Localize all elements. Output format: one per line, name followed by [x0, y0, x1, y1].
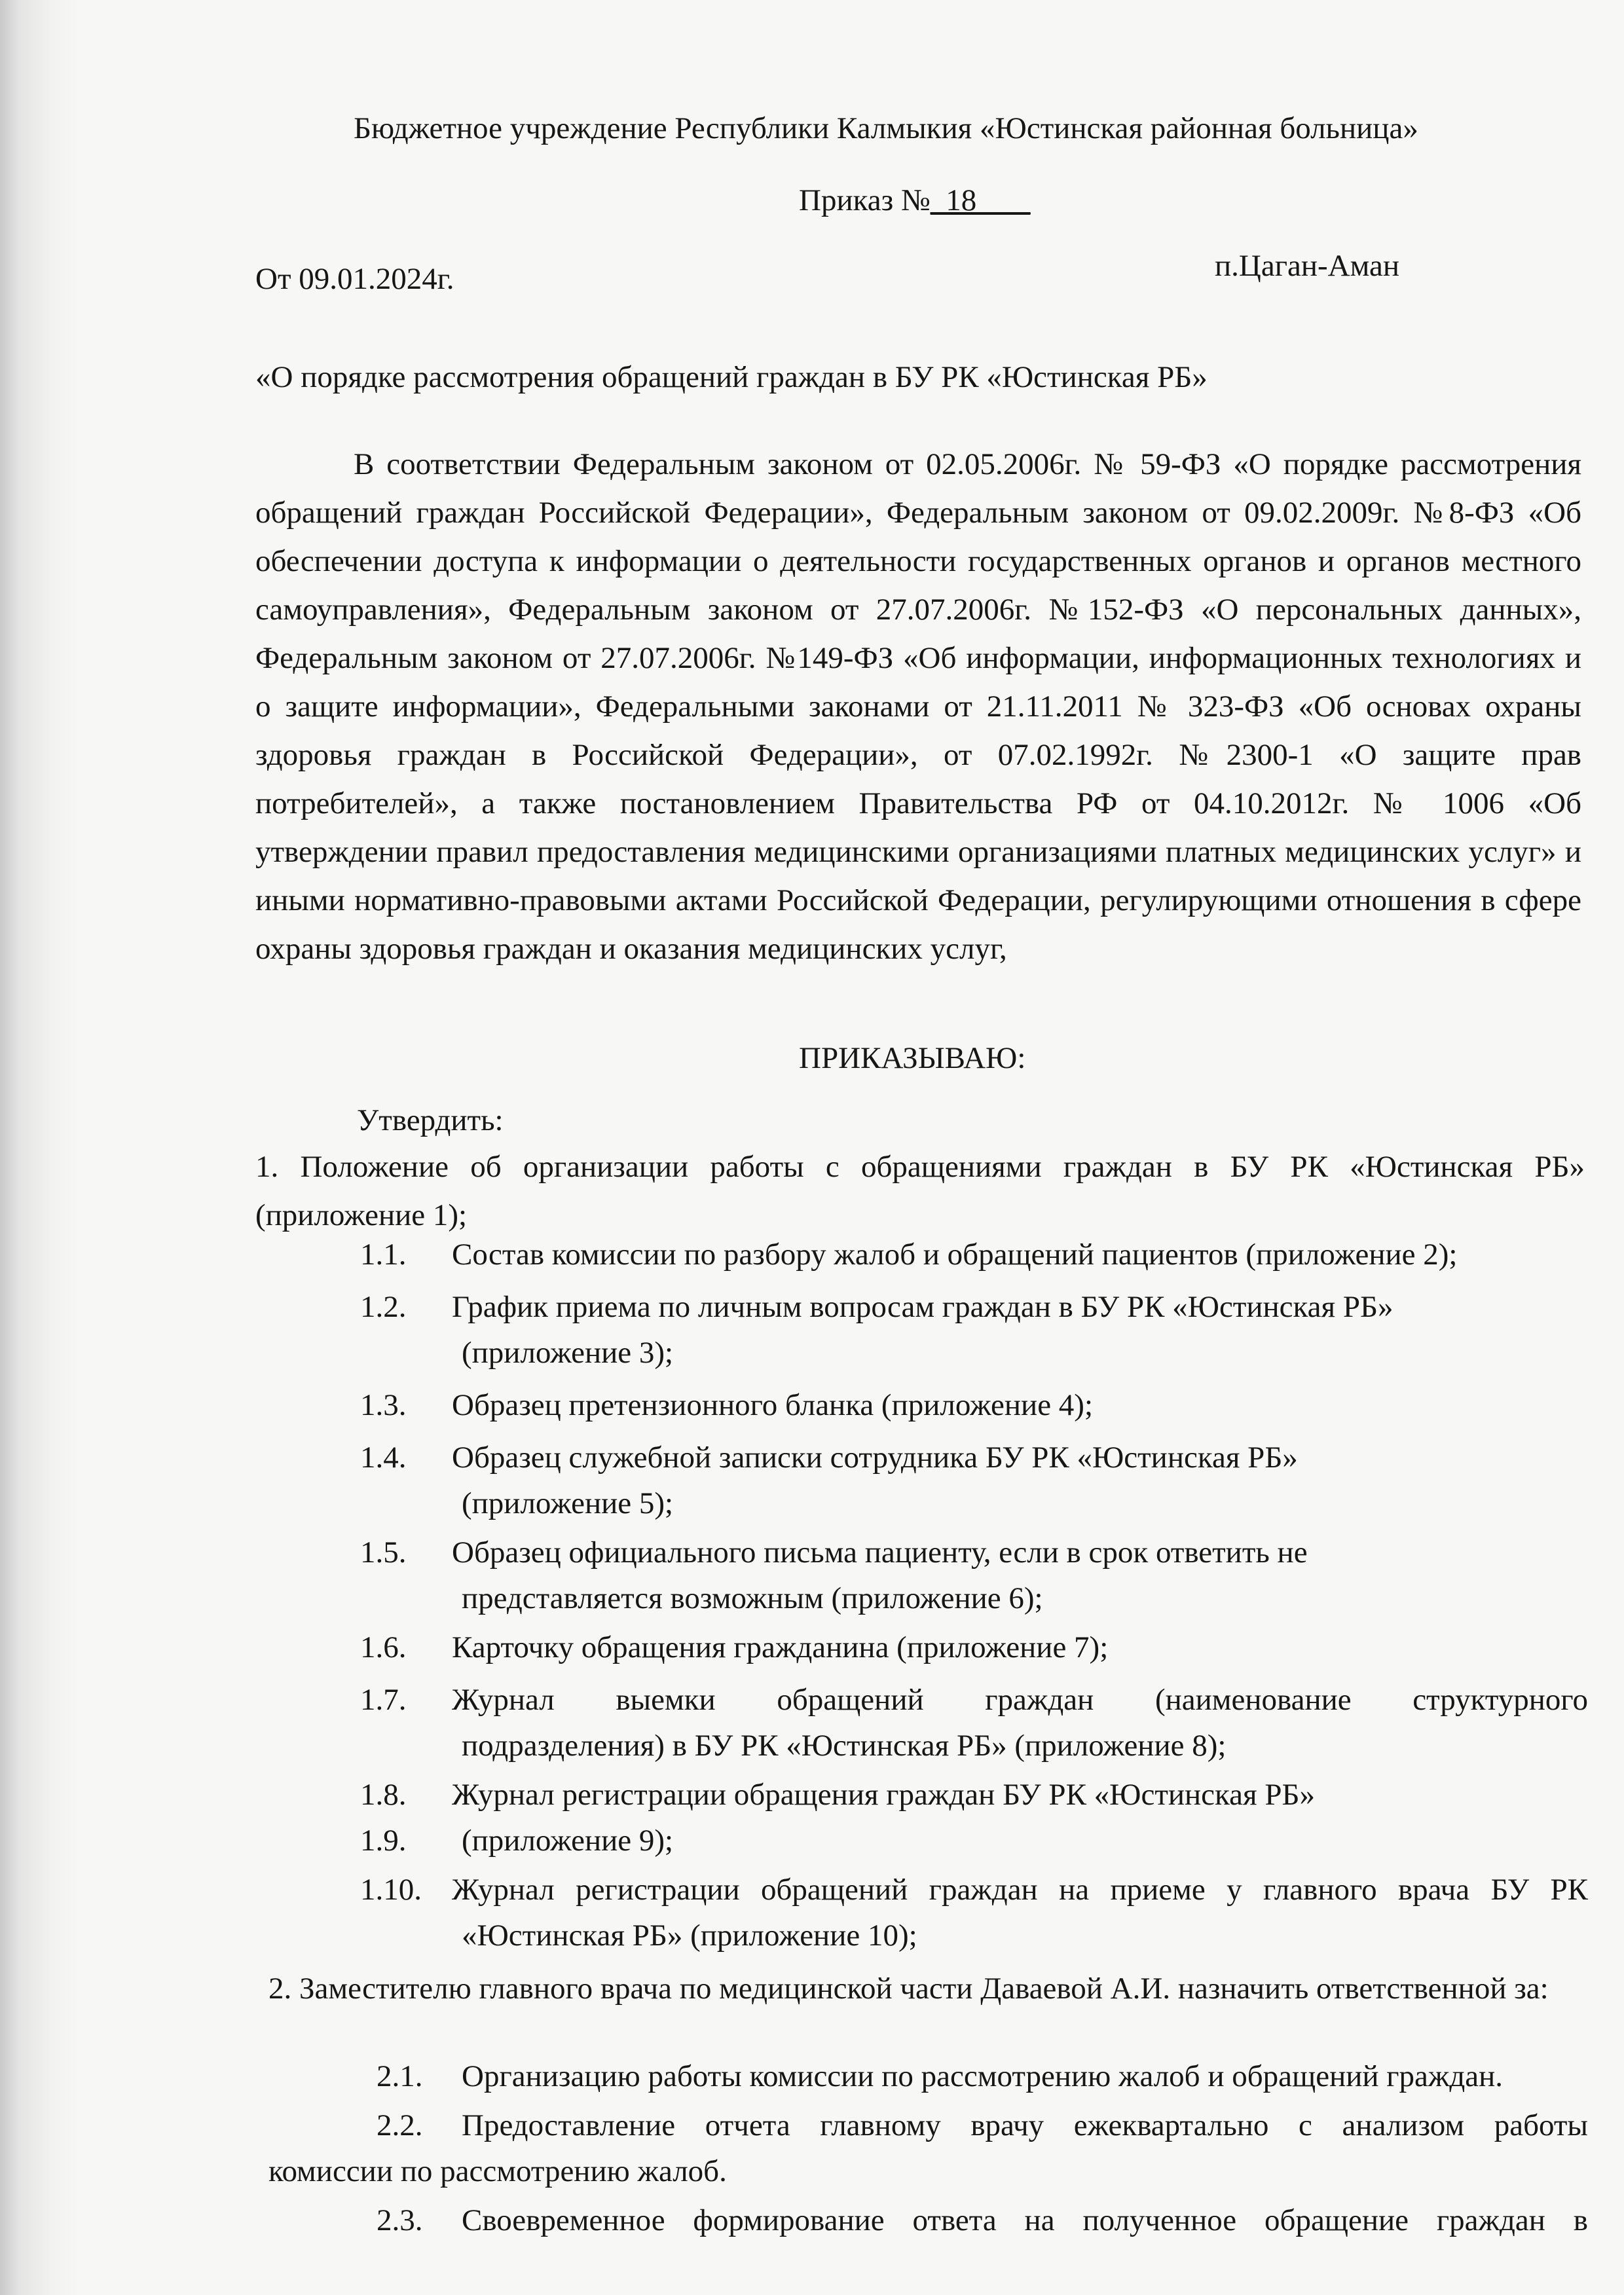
item-text: Журнал регистрации обращения граждан БУ РК «Юстинская РБ» [452, 1778, 1316, 1812]
item-text: Образец официального письма пациенту, если в срок ответить не [452, 1535, 1308, 1570]
item-number: 1.5. [360, 1535, 407, 1570]
item-text: подразделения) в БУ РК «Юстинская РБ» (приложение 8); [462, 1729, 1227, 1763]
order-title: «О порядке рассмотрения обращений граждан в БУ РК «Юстинская РБ» [255, 360, 1208, 394]
item-number: 1.1. [360, 1238, 407, 1272]
order-number: _18_ __ [930, 183, 1031, 217]
item-number: 2.3. [377, 2203, 423, 2237]
item-2: 2. Заместителю главного врача по медицинской части Даваевой А.И. назначить ответственной за: [268, 1972, 1549, 2006]
item-number: 1.6. [360, 1630, 407, 1664]
item-text: Своевременное формирование ответа на полученное обращение граждан в [462, 2203, 1588, 2237]
order-date: От 09.01.2024г. [255, 262, 454, 296]
item-number: 1.2. [360, 1290, 407, 1324]
item-number: 1.4. [360, 1441, 407, 1475]
item-text: Состав комиссии по разбору жалоб и обращений пациентов (приложение 2); [452, 1238, 1458, 1272]
item-text: комиссии по рассмотрению жалоб. [268, 2154, 727, 2188]
order-word: ПРИКАЗЫВАЮ: [799, 1041, 1026, 1075]
order-heading [799, 177, 1031, 224]
item-number: 2.2. [377, 2108, 423, 2142]
preamble-paragraph: В соответствии Федеральным законом от 02.05.2006г. № 59-ФЗ «О порядке рассмотрения обращений граждан Российской Федерации», Федеральным законом от 09.02.2009г. №8-ФЗ «Об обеспечении доступа к информации о деятельности государственных органов и органов местного самоуправления», Федеральным законом от 27.07.2006г. №152-ФЗ «О персональных данных», Федеральным законом от 27.07.2006г. №149-ФЗ «Об информации, информационных технологиях и о защите информации», Федеральными законами от 21.11.2011 № 323-ФЗ «Об основах охраны здоровья граждан в Российской Федерации», от 07.02.1992г. №2300-1 «О защите прав потребителей», а также постановлением Правительства РФ от 04.10.2012г. № 1006 «Об утверждении правил предоставления медицинскими организациями платных медицинских услуг» и иными нормативно-правовыми актами Российской Федерации, регулирующими отношения в сфере охраны здоровья граждан и оказания медицинских услуг, [255, 447, 1581, 966]
institution-name: Бюджетное учреждение Республики Калмыкия «Юстинская районная больница» [354, 111, 1418, 145]
item-text: (приложение 5); [462, 1486, 674, 1520]
item-text: Карточку обращения гражданина (приложение 7); [452, 1630, 1109, 1664]
item-text: Образец служебной записки сотрудника БУ РК «Юстинская РБ» [452, 1441, 1298, 1475]
item-text: «Юстинская РБ» (приложение 10); [462, 1919, 917, 1953]
item-number: 1.3. [360, 1388, 407, 1422]
item-text: Журнал выемки обращений граждан (наименование структурного [452, 1683, 1588, 1717]
item-number: 1.7. [360, 1683, 407, 1717]
item-1: 1. Положение об организации работы с обращениями граждан в БУ РК «Юстинская РБ» (приложение 1); [255, 1150, 1585, 1232]
item-text: Предоставление отчета главному врачу ежеквартально с анализом работы [462, 2108, 1588, 2142]
item-number: 1.10. [360, 1873, 422, 1907]
item-text: (приложение 3); [462, 1336, 674, 1370]
item-text: представляется возможным (приложение 6); [462, 1581, 1043, 1615]
item-text: Образец претензионного бланка (приложение 4); [452, 1388, 1094, 1422]
item-text: Организацию работы комиссии по рассмотрению жалоб и обращений граждан. [462, 2059, 1504, 2093]
approve-label: Утвердить: [357, 1103, 504, 1137]
item-text: Журнал регистрации обращений граждан на приеме у главного врача БУ РК [452, 1873, 1588, 1907]
item-number: 2.1. [377, 2059, 423, 2093]
item-text: График приема по личным вопросам граждан в БУ РК «Юстинская РБ» [452, 1290, 1393, 1324]
item-number: 1.8. [360, 1778, 407, 1812]
item-number: 1.9. [360, 1824, 407, 1858]
order-place: п.Цаган-Аман [1215, 249, 1400, 283]
order-label: Приказ № [799, 183, 931, 217]
item-text: (приложение 9); [462, 1824, 674, 1858]
